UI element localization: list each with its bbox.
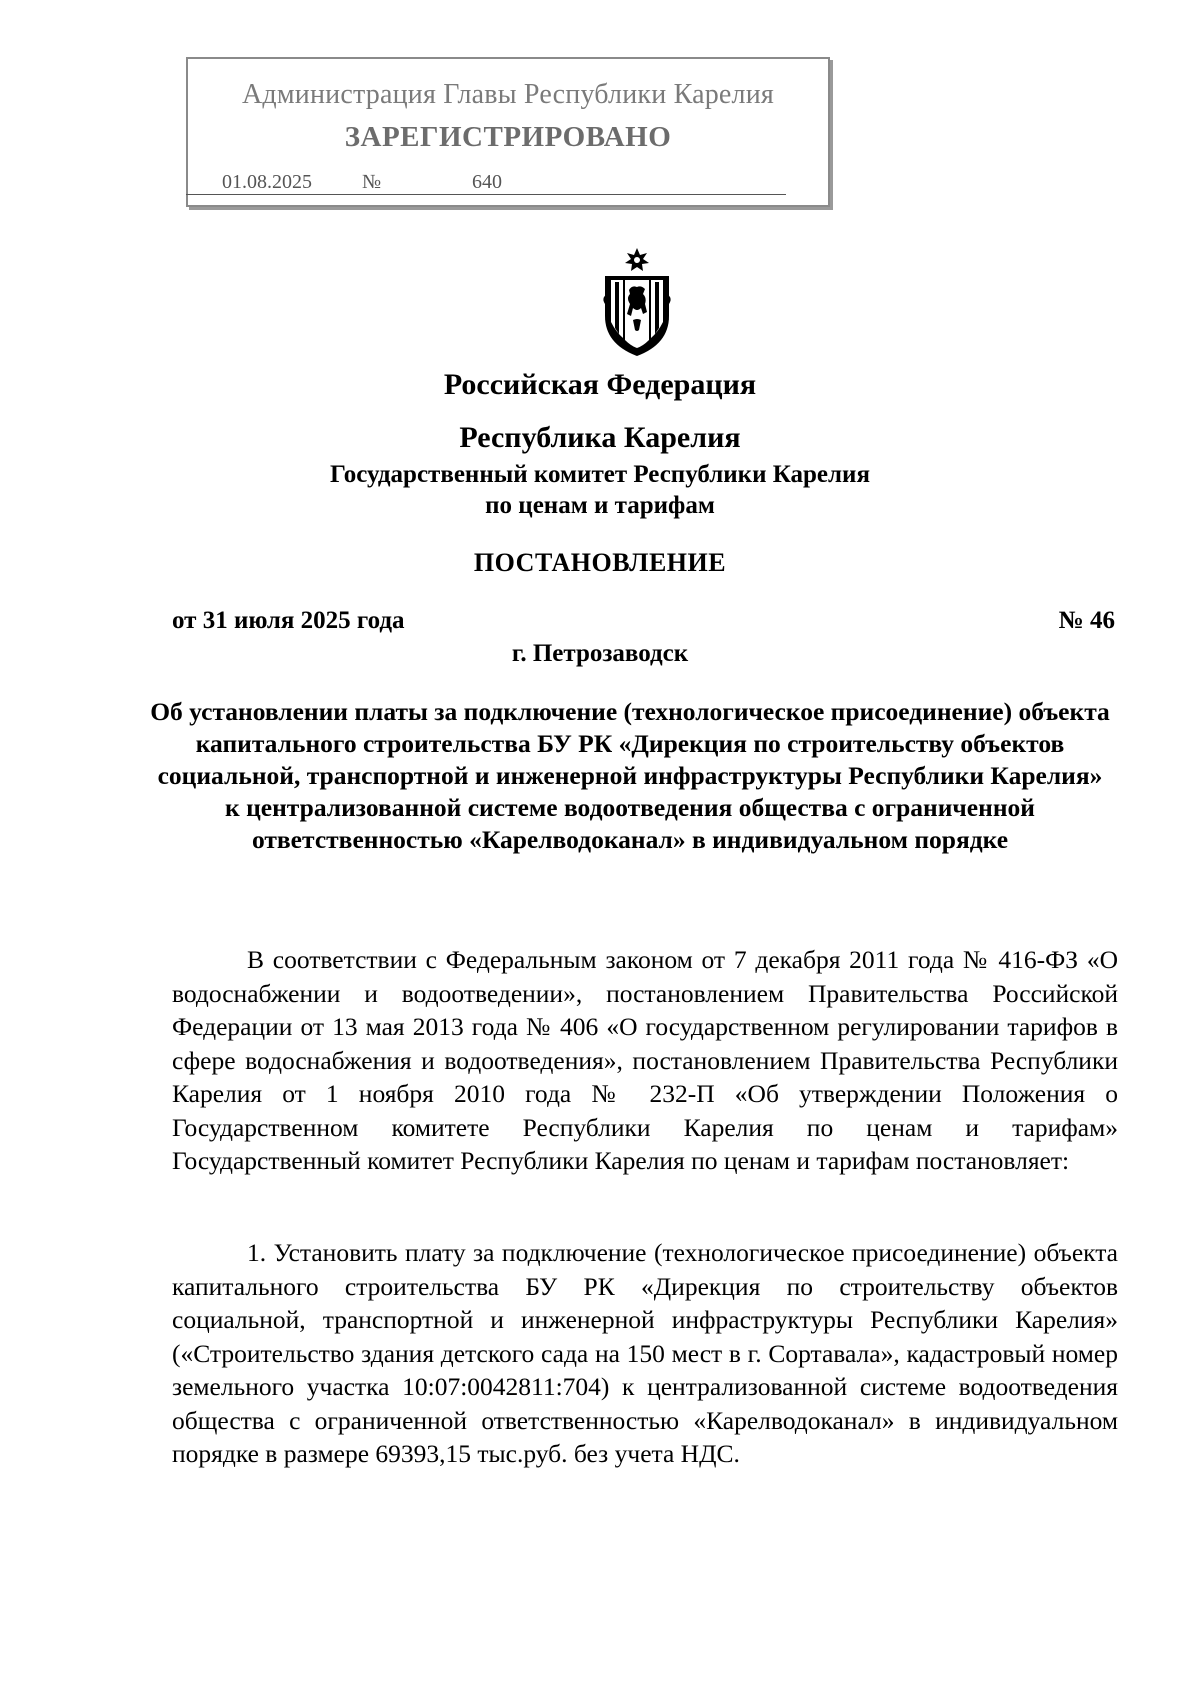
item-1-text: 1. Установить плату за подключение (технологическое присоединение) объекта капитального строительства БУ РК «Дирекция по строительству объектов социальной, транспортной и инженерной инфраструктуры Республики Карелия» («Строительство здания детского сада на 150 мест в г. Сортавала», кадастровый номер земельного участка 10:07:0042811:704) к централизованной системе водоотведения общества с ограниченной ответственностью «Карелводоканал» в индивидуальном порядке в размере 69393,15 тыс.руб. без учета НДС. (172, 1238, 1118, 1468)
registration-stamp (186, 57, 830, 207)
document-number: № 46 (1058, 607, 1115, 634)
stamp-number: 640 (472, 171, 502, 193)
stamp-number-sign: № (362, 171, 382, 193)
committee-heading-line2: по ценам и тарифам (485, 492, 715, 519)
preamble-paragraph (172, 943, 1118, 1178)
date-number-line (172, 607, 1115, 635)
stamp-date: 01.08.2025 (222, 171, 312, 193)
stamp-date-field (186, 169, 360, 195)
stamp-registered: ЗАРЕГИСТРИРОВАНО (344, 121, 672, 153)
country-heading: Российская Федерация (443, 368, 757, 401)
item-1-paragraph (172, 1236, 1118, 1471)
stamp-authority: Администрация Главы Республики Карелия (242, 79, 774, 110)
preamble-text: В соответствии с Федеральным законом от 7 декабря 2011 года № 416-ФЗ «О водоснабжении и водоотведении», постановлением Правительства Российской Федерации от 13 мая 2013 года № 406 «О государственном регулировании тарифов в сфере водоснабжения и водоотведения», постановлением Правительства Республики Карелия от 1 ноября 2010 года № 232-П «Об утверждении Положения о Государственном комитете Республики Карелия по ценам и тарифам» Государственный комитет Республики Карелия по ценам и тарифам постановляет: (172, 945, 1118, 1175)
stamp-number-field (360, 169, 786, 195)
committee-heading: Государственный комитет Республики Карелия (330, 461, 870, 488)
document-date: от 31 июля 2025 года (172, 607, 405, 634)
city: г. Петрозаводск (511, 640, 689, 667)
document-title: Об установлении платы за подключение (технологическое присоединение) объекта капитального строительства БУ РК «Дирекция по строительству объектов социальной, транспортной и инженерной инфраструктуры Республики Карелия» к централизованной системе водоотведения общества с ограниченной ответственностью «Карелводоканал» в индивидуальном порядке (150, 697, 1110, 854)
coat-of-arms-icon (597, 246, 677, 358)
republic-heading: Республика Карелия (459, 421, 741, 454)
document-type: ПОСТАНОВЛЕНИЕ (473, 548, 727, 577)
